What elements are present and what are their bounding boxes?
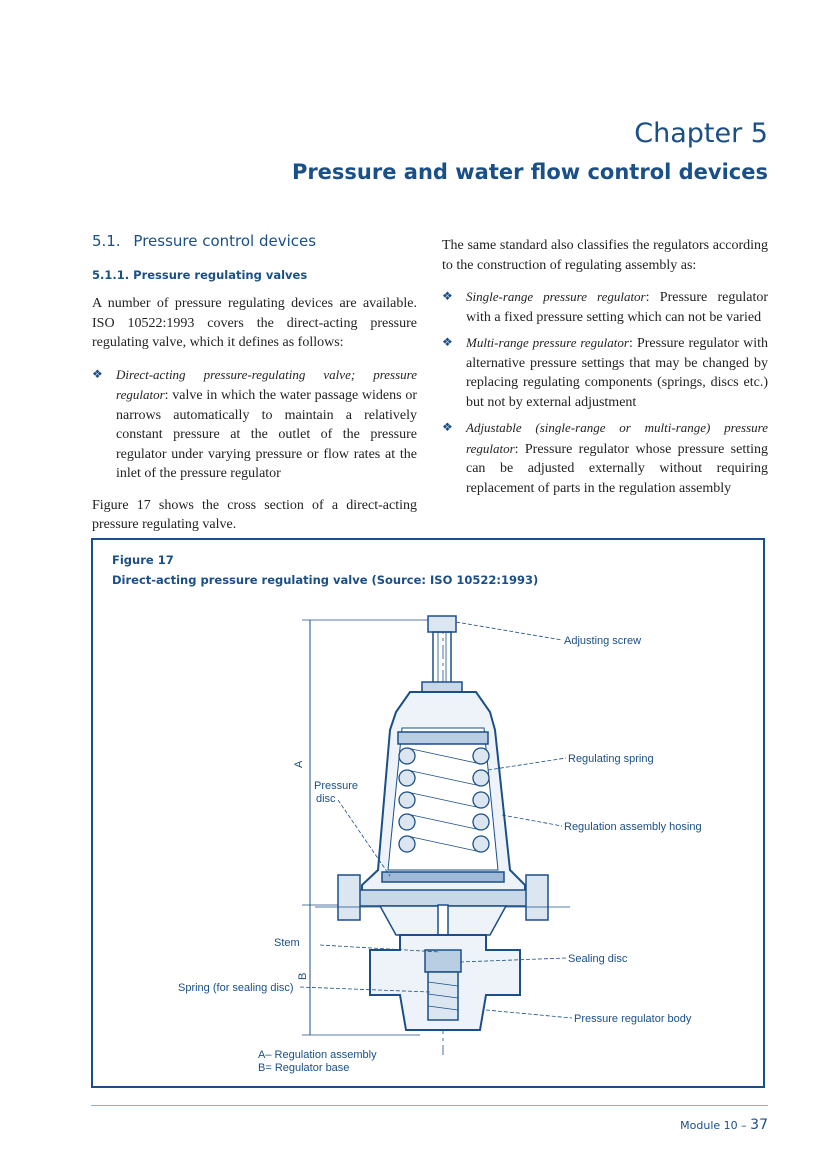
chapter-label: Chapter 5 [634, 118, 768, 149]
label-adjusting-screw: Adjusting screw [564, 635, 642, 647]
label-disc: disc [316, 793, 336, 805]
right-column [442, 236, 768, 504]
bullet-term: Single-range pressure regulator [466, 289, 646, 304]
label-dimension-b: B [297, 972, 309, 980]
adjusting-screw-head [428, 616, 456, 632]
section-number: 5.1. [92, 232, 121, 250]
classification-bullet: ❖ Single-range pressure regulator: Pressure regulator with a fixed pressure setting which can not be varied [442, 289, 769, 325]
figure-caption: Direct-acting pressure regulating valve (Source: ISO 10522:1993) [112, 573, 539, 587]
diaphragm-flange [355, 890, 531, 906]
subsection-number: 5.1.1. [92, 267, 130, 282]
label-pressure: Pressure [314, 780, 359, 792]
chapter-title: Pressure and water flow control devices [291, 160, 768, 184]
sealing-disc [425, 950, 461, 972]
footer-module: Module 10 – [680, 1119, 747, 1132]
footer-divider [91, 1105, 768, 1106]
subsection-heading [92, 266, 417, 286]
legend-b: B= Regulator base [258, 1062, 350, 1074]
pressure-disc [382, 872, 504, 882]
definition-text: valve in which the water passage widens or narrows automatically to maintain a relatively constant pressure at the outlet of the pressure regulator under varying pressure or flow rates at the inlet of the pressure regulator [116, 388, 417, 481]
bullet-term: Multi-range pressure regulator [466, 335, 629, 350]
classification-bullet: ❖ Adjustable (single-range or multi-range) pressure regulator: Pressure regulator whose pressure setting can be adjusted externally without requiring replacement of parts in the regulation assembly [442, 420, 769, 496]
label-stem: Stem [274, 937, 300, 949]
bullet-text: Pressure regulator with a fixed pressure setting which can not be varied [466, 290, 769, 325]
figure-reference-paragraph: Figure 17 shows the cross section of a direct-acting pressure regulating valve. [92, 497, 417, 532]
bullet-term: Adjustable (single-range or multi-range) pressure regulator [466, 420, 768, 456]
spring-plate [398, 732, 488, 744]
label-sealing-disc: Sealing disc [568, 953, 628, 965]
classification-intro: The same standard also classifies the regulators according to the construction of regulating assembly as: [442, 238, 768, 273]
flange-bolt-left [338, 875, 360, 920]
flange-bolt-right [526, 875, 548, 920]
diamond-bullet-icon: ❖ [442, 420, 453, 434]
diamond-bullet-icon: ❖ [92, 366, 103, 381]
bullet-text: Pressure regulator with alternative pressure settings that may be changed by replacing regulating components (springs, discs etc.) but not by external adjustment [466, 336, 769, 410]
diamond-bullet-icon: ❖ [442, 289, 453, 303]
section-heading [92, 232, 417, 252]
label-spring-sealing: Spring (for sealing disc) [178, 982, 294, 994]
legend-a: A– Regulation assembly [258, 1049, 377, 1061]
label-regulating-spring: Regulating spring [568, 753, 654, 765]
left-column [92, 232, 417, 547]
section-title: Pressure control devices [133, 232, 317, 250]
diamond-bullet-icon: ❖ [442, 335, 453, 349]
bullet-text: Pressure regulator whose pressure setting can be adjusted externally without requiring replacement of parts in the regulation assembly [466, 441, 769, 496]
intro-paragraph: A number of pressure regulating devices are available. ISO 10522:1993 covers the direct-acting pressure regulating valve, which it defines as follows: [92, 296, 417, 350]
classification-bullet: ❖ Multi-range pressure regulator: Pressure regulator with alternative pressure settings that may be changed by replacing regulating components (springs, discs etc.) but not by external adjustment [442, 335, 769, 410]
label-body: Pressure regulator body [574, 1013, 692, 1025]
subsection-title: Pressure regulating valves [133, 267, 308, 282]
page-number: 37 [750, 1117, 768, 1133]
definition-bullet: ❖ Direct-acting pressure-regulating valve; pressure regulator: valve in which the water passage widens or narrows automatically to maintain a relatively constant pressure at the outlet of the pressure regulator under varying pressure or flow rates at the inlet of the pressure regulator [92, 366, 417, 481]
page-footer [680, 1117, 768, 1133]
valve-cross-section-diagram [150, 600, 730, 1080]
definition-term: Direct-acting pressure-regulating valve; pressure regulator [116, 366, 417, 402]
label-dimension-a: A [293, 760, 305, 768]
figure-number: Figure 17 [112, 553, 174, 567]
label-housing: Regulation assembly hosing [564, 821, 702, 833]
